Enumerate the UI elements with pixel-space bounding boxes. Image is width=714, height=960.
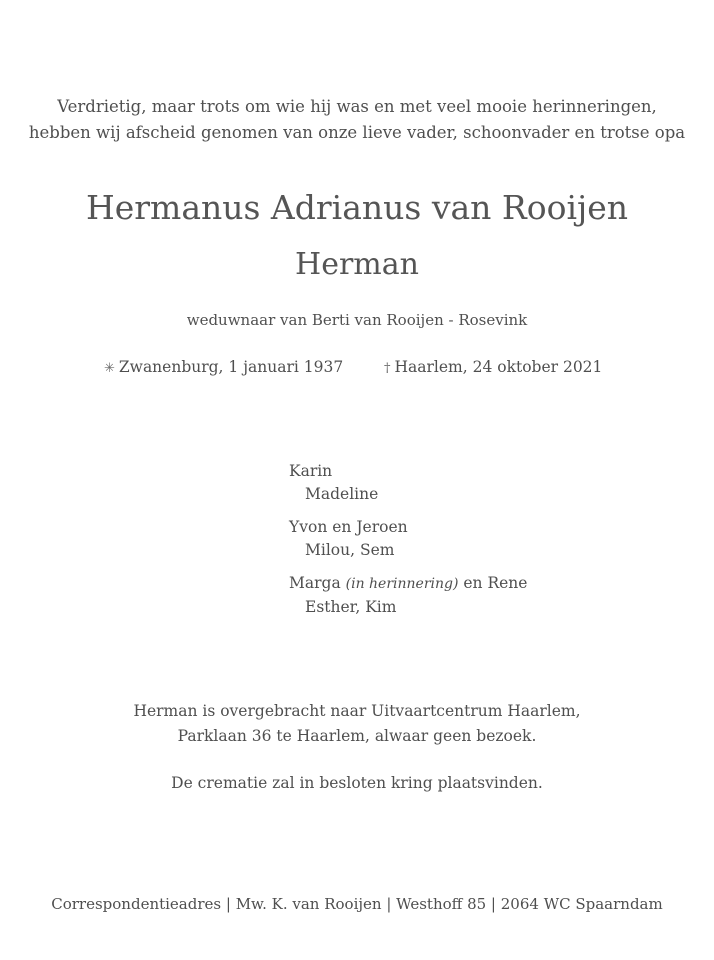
family-parent-name: Yvon en Jeroen [289, 518, 408, 536]
funeral-info-line-2: Parklaan 36 te Haarlem, alwaar geen bezoek. [177, 727, 537, 745]
funeral-info-line-1: Herman is overgebracht naar Uitvaartcentrum Haarlem, [133, 702, 581, 720]
cremation-note: De crematie zal in besloten kring plaatsvinden. [171, 774, 543, 792]
family-group [289, 572, 527, 619]
intro-line-2: hebben wij afscheid genomen van onze lieve vader, schoonvader en trotse opa [28, 123, 686, 142]
family-parent [289, 460, 527, 483]
deceased-full-name: Hermanus Adrianus van Rooijen [85, 188, 629, 227]
funeral-info [0, 699, 714, 749]
family-parent [289, 572, 527, 596]
family-parent [289, 516, 527, 539]
death-text: Haarlem, 24 oktober 2021 [394, 358, 603, 376]
birth-text: Zwanenburg, 1 januari 1937 [118, 358, 344, 376]
intro-text [0, 94, 714, 146]
family-group [289, 460, 527, 506]
family-children: Esther, Kim [305, 598, 397, 616]
death-cross-icon: † [384, 361, 391, 376]
memoriam-note: (in herinnering) [345, 576, 459, 592]
family-list [289, 460, 527, 629]
birth-star-icon: ✳ [104, 361, 115, 376]
family-parent-name: Karin [289, 462, 333, 480]
family-partner: en Rene [458, 574, 528, 592]
family-parent-name: Marga [289, 574, 341, 592]
family-group [289, 516, 527, 562]
correspondence-address: Correspondentieadres | Mw. K. van Rooijen | Westhoff 85 | 2064 WC Spaarndam [51, 895, 663, 913]
widower-line: weduwnaar van Berti van Rooijen - Rosevink [186, 311, 528, 329]
intro-line-1: Verdrietig, maar trots om wie hij was en met veel mooie herinneringen, [57, 97, 657, 116]
birth-date [104, 356, 343, 380]
death-date [384, 356, 602, 380]
family-children: Milou, Sem [305, 541, 395, 559]
deceased-nickname: Herman [295, 247, 419, 282]
family-children: Madeline [305, 485, 379, 503]
